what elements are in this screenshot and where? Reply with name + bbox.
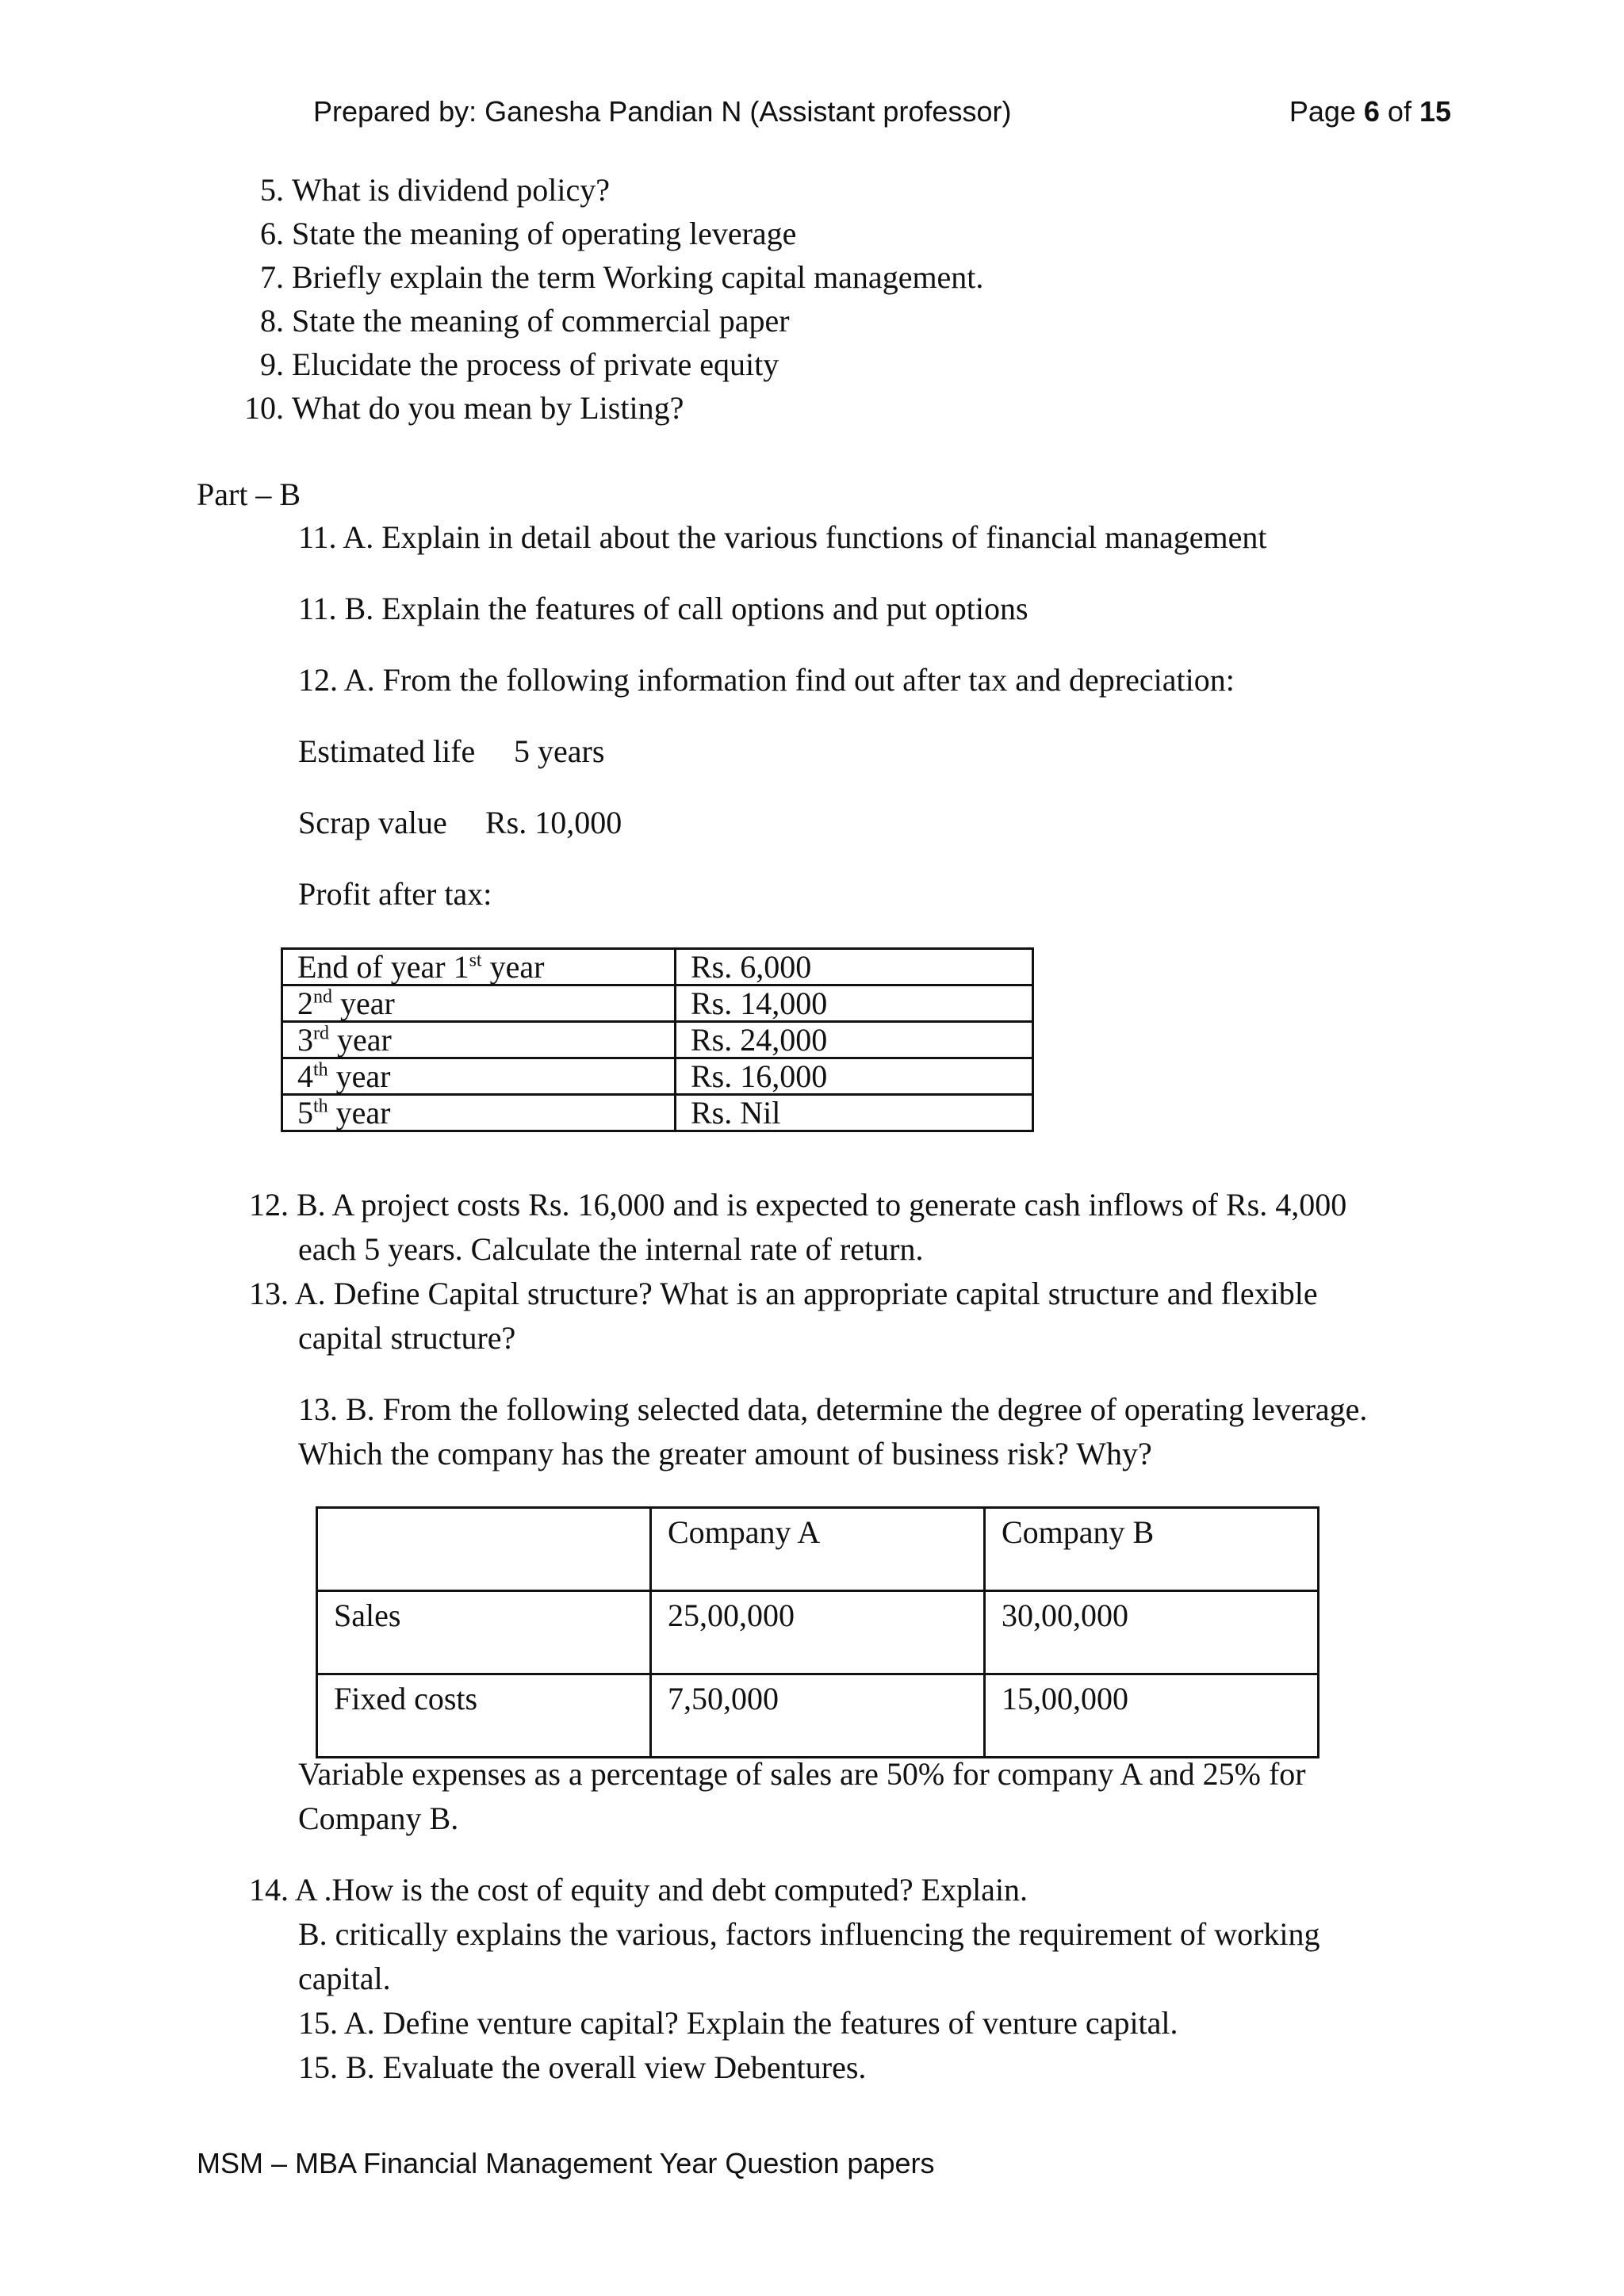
table-row <box>317 1591 1319 1674</box>
row-label-cell: Sales <box>317 1591 651 1674</box>
table-header-cell <box>317 1508 651 1591</box>
table-row <box>282 1022 1033 1058</box>
table-row <box>282 985 1033 1022</box>
question-15b: 15. B. Evaluate the overall view Debentures. <box>298 2049 867 2085</box>
header-prepared-by: Prepared by: Ganesha Pandian N (Assistant professor) <box>313 95 1012 128</box>
year-cell: 2nd year <box>282 985 676 1022</box>
table-header-cell: Company B <box>985 1508 1319 1591</box>
question-12a: 12. A. From the following information find out after tax and depreciation: <box>298 662 1235 698</box>
page-current: 6 <box>1363 95 1380 128</box>
profit-after-tax-table <box>281 947 1034 1132</box>
profit-cell: Rs. Nil <box>676 1095 1033 1131</box>
scrap-value-label: Scrap value <box>298 805 447 840</box>
table-row <box>282 1095 1033 1131</box>
question-item: 7. Briefly explain the term Working capital management. <box>260 259 984 295</box>
question-13a-line2: capital structure? <box>298 1320 516 1356</box>
year-cell: 5th year <box>282 1095 676 1131</box>
table-row <box>317 1674 1319 1758</box>
value-cell: 15,00,000 <box>985 1674 1319 1758</box>
footer-text: MSM – MBA Financial Management Year Question papers <box>197 2147 935 2179</box>
year-cell: 3rd year <box>282 1022 676 1058</box>
row-label-cell: Fixed costs <box>317 1674 651 1758</box>
profit-cell: Rs. 16,000 <box>676 1058 1033 1095</box>
table-header-cell: Company A <box>651 1508 985 1591</box>
question-item: 10. What do you mean by Listing? <box>244 390 684 426</box>
profit-cell: Rs. 24,000 <box>676 1022 1033 1058</box>
question-11b: 11. B. Explain the features of call options and put options <box>298 591 1028 626</box>
part-b-heading: Part – B <box>197 476 301 512</box>
question-12b-line2: each 5 years. Calculate the internal rate of return. <box>298 1231 924 1267</box>
variable-expenses-line1: Variable expenses as a percentage of sales are 50% for company A and 25% for <box>298 1756 1306 1792</box>
question-14b-line2: capital. <box>298 1961 391 1996</box>
question-13b-line1: 13. B. From the following selected data, determine the degree of operating leverage. <box>298 1391 1368 1427</box>
value-cell: 7,50,000 <box>651 1674 985 1758</box>
value-cell: 30,00,000 <box>985 1591 1319 1674</box>
profit-cell: Rs. 14,000 <box>676 985 1033 1022</box>
table-row <box>282 1058 1033 1095</box>
profit-after-tax-label: Profit after tax: <box>298 876 492 912</box>
table-row <box>282 949 1033 985</box>
year-cell: End of year 1st year <box>282 949 676 985</box>
question-11a: 11. A. Explain in detail about the various functions of financial management <box>298 519 1267 555</box>
table-header-row <box>317 1508 1319 1591</box>
question-15a: 15. A. Define venture capital? Explain the features of venture capital. <box>298 2005 1178 2041</box>
question-13b-line2: Which the company has the greater amount of business risk? Why? <box>298 1436 1152 1471</box>
question-13a-line1: 13. A. Define Capital structure? What is an appropriate capital structure and flexible <box>249 1276 1318 1311</box>
value-cell: 25,00,000 <box>651 1591 985 1674</box>
question-item: 5. What is dividend policy? <box>260 172 611 208</box>
question-item: 6. State the meaning of operating leverage <box>260 216 797 251</box>
question-14a: 14. A .How is the cost of equity and debt computed? Explain. <box>249 1872 1028 1908</box>
variable-expenses-line2: Company B. <box>298 1800 459 1836</box>
company-comparison-table <box>316 1506 1320 1758</box>
question-item: 8. State the meaning of commercial paper <box>260 303 790 339</box>
year-cell: 4th year <box>282 1058 676 1095</box>
scrap-value-value: Rs. 10,000 <box>485 805 622 840</box>
page-total: 15 <box>1419 95 1451 128</box>
estimated-life-label: Estimated life <box>298 733 476 769</box>
page-indicator <box>1289 95 1451 128</box>
profit-cell: Rs. 6,000 <box>676 949 1033 985</box>
question-item: 9. Elucidate the process of private equity <box>260 346 779 382</box>
page-prefix: Page <box>1289 95 1364 128</box>
estimated-life-value: 5 years <box>514 733 605 769</box>
page-of: of <box>1379 95 1419 128</box>
question-14b-line1: B. critically explains the various, factors influencing the requirement of working <box>298 1916 1320 1952</box>
question-12b-line1: 12. B. A project costs Rs. 16,000 and is expected to generate cash inflows of Rs. 4,000 <box>249 1187 1347 1223</box>
